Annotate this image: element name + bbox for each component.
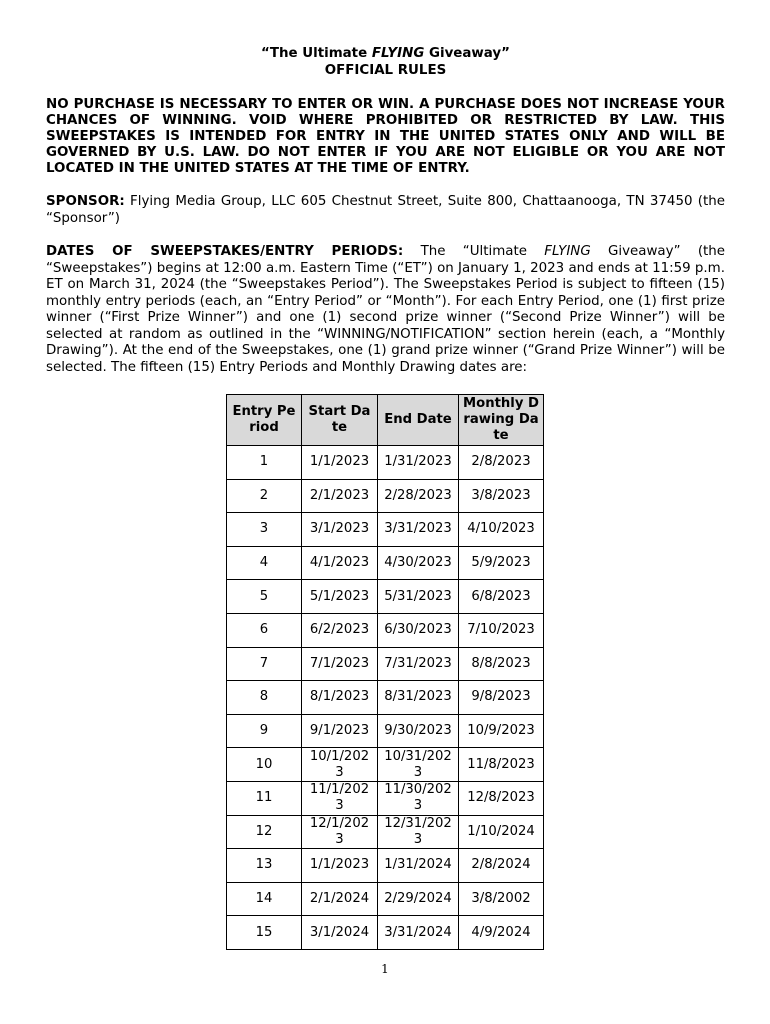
start-date-cell: 7/1/2023 — [302, 647, 378, 681]
start-date-cell: 2/1/2024 — [302, 882, 378, 916]
title-text-post: Giveaway” — [424, 46, 510, 61]
drawing-date-cell: 6/8/2023 — [459, 580, 544, 614]
drawing-date-cell: 3/8/2023 — [459, 479, 544, 513]
entry-periods-table — [226, 394, 544, 950]
header-start-date: Start Date — [302, 395, 378, 446]
entry-period-cell: 12 — [227, 815, 302, 849]
entry-period-cell: 2 — [227, 479, 302, 513]
drawing-date-cell: 4/9/2024 — [459, 916, 544, 950]
dates-paragraph — [46, 244, 725, 376]
entry-period-cell: 14 — [227, 882, 302, 916]
entry-period-cell: 5 — [227, 580, 302, 614]
dates-text-post: Giveaway” (the “Sweepstakes”) begins at 12:00 a.m. Eastern Time (“ET”) on January 1, 2023 and ends at 11:59 p.m. ET on March 31, 2024 (the “Sweepstakes Period”). The Sweepstakes Period is subject to fifteen (15) monthly entry periods (each, an “Entry Period” or “Month”). For each Entry Period, one (1) first prize winner (“First Prize Winner”) and one (1) second prize winner (“Second Prize Winner”) will be selected at random as outlined in the “WINNING/NOTIFICATION” section herein (each, a “Monthly Drawing”). At the end of the Sweepstakes, one (1) grand prize winner (“Grand Prize Winner”) will be selected. The fifteen (15) Entry Periods and Monthly Drawing dates are: — [46, 244, 726, 375]
entry-period-cell: 10 — [227, 748, 302, 782]
document-page — [46, 46, 726, 940]
entry-period-cell: 1 — [227, 446, 302, 480]
document-title — [46, 46, 725, 79]
drawing-date-cell: 3/8/2002 — [459, 882, 544, 916]
end-date-cell: 10/31/2023 — [378, 748, 459, 782]
start-date-cell: 5/1/2023 — [302, 580, 378, 614]
table-row — [227, 446, 544, 480]
end-date-cell: 6/30/2023 — [378, 613, 459, 647]
drawing-date-cell: 11/8/2023 — [459, 748, 544, 782]
dates-text-em: FLYING — [544, 244, 591, 260]
header-end-date: End Date — [378, 395, 459, 446]
table-row — [227, 815, 544, 849]
drawing-date-cell: 1/10/2024 — [459, 815, 544, 849]
start-date-cell: 3/1/2024 — [302, 916, 378, 950]
table-row — [227, 781, 544, 815]
table-row — [227, 580, 544, 614]
end-date-cell: 3/31/2024 — [378, 916, 459, 950]
drawing-date-cell: 12/8/2023 — [459, 781, 544, 815]
table-row — [227, 748, 544, 782]
entry-period-cell: 7 — [227, 647, 302, 681]
entry-period-cell: 9 — [227, 714, 302, 748]
end-date-cell: 1/31/2024 — [378, 849, 459, 883]
end-date-cell: 8/31/2023 — [378, 681, 459, 715]
start-date-cell: 6/2/2023 — [302, 613, 378, 647]
end-date-cell: 2/28/2023 — [378, 479, 459, 513]
title-line-2: OFFICIAL RULES — [324, 62, 447, 78]
entry-period-cell: 6 — [227, 613, 302, 647]
table-row — [227, 714, 544, 748]
sponsor-paragraph — [46, 194, 725, 227]
end-date-cell: 11/30/2023 — [378, 781, 459, 815]
start-date-cell: 2/1/2023 — [302, 479, 378, 513]
start-date-cell: 1/1/2023 — [302, 446, 378, 480]
end-date-cell: 7/31/2023 — [378, 647, 459, 681]
start-date-cell: 9/1/2023 — [302, 714, 378, 748]
table-header-row — [227, 395, 544, 446]
table-row — [227, 647, 544, 681]
start-date-cell: 12/1/2023 — [302, 815, 378, 849]
drawing-date-cell: 5/9/2023 — [459, 546, 544, 580]
sponsor-heading: SPONSOR: — [46, 194, 125, 210]
start-date-cell: 3/1/2023 — [302, 513, 378, 547]
entry-period-cell: 3 — [227, 513, 302, 547]
drawing-date-cell: 4/10/2023 — [459, 513, 544, 547]
dates-heading: DATES OF SWEEPSTAKES/ENTRY PERIODS: — [46, 244, 404, 260]
start-date-cell: 4/1/2023 — [302, 546, 378, 580]
sponsor-text: Flying Media Group, LLC 605 Chestnut Street, Suite 800, Chattaanooga, TN 37450 (the “Sponsor”) — [46, 194, 725, 226]
header-monthly-drawing-date: Monthly Drawing Date — [459, 395, 544, 446]
table-body — [227, 446, 544, 950]
disclaimer-paragraph: NO PURCHASE IS NECESSARY TO ENTER OR WIN. A PURCHASE DOES NOT INCREASE YOUR CHANCES OF WINNING. VOID WHERE PROHIBITED OR RESTRICTED BY LAW. THIS SWEEPSTAKES IS INTENDED FOR ENTRY IN THE UNITED STATES ONLY AND WILL BE GOVERNED BY U.S. LAW. DO NOT ENTER IF YOU ARE NOT ELIGIBLE OR YOU ARE NOT LOCATED IN THE UNITED STATES AT THE TIME OF ENTRY. — [46, 97, 725, 177]
drawing-date-cell: 10/9/2023 — [459, 714, 544, 748]
entry-period-cell: 11 — [227, 781, 302, 815]
title-line-1 — [46, 46, 725, 63]
end-date-cell: 3/31/2023 — [378, 513, 459, 547]
table-row — [227, 882, 544, 916]
table-row — [227, 849, 544, 883]
drawing-date-cell: 2/8/2023 — [459, 446, 544, 480]
entry-period-cell: 4 — [227, 546, 302, 580]
title-text-em: FLYING — [371, 46, 425, 61]
end-date-cell: 12/31/2023 — [378, 815, 459, 849]
header-entry-period: Entry Period — [227, 395, 302, 446]
end-date-cell: 4/30/2023 — [378, 546, 459, 580]
start-date-cell: 1/1/2023 — [302, 849, 378, 883]
entry-period-cell: 8 — [227, 681, 302, 715]
start-date-cell: 11/1/2023 — [302, 781, 378, 815]
end-date-cell: 2/29/2024 — [378, 882, 459, 916]
end-date-cell: 1/31/2023 — [378, 446, 459, 480]
entry-period-cell: 13 — [227, 849, 302, 883]
title-text-pre: “The Ultimate — [261, 46, 372, 61]
dates-text-pre: The “Ultimate — [403, 244, 545, 260]
table-row — [227, 613, 544, 647]
page-number: 1 — [381, 962, 389, 976]
end-date-cell: 9/30/2023 — [378, 714, 459, 748]
drawing-date-cell: 9/8/2023 — [459, 681, 544, 715]
table-row — [227, 513, 544, 547]
end-date-cell: 5/31/2023 — [378, 580, 459, 614]
drawing-date-cell: 2/8/2024 — [459, 849, 544, 883]
table-row — [227, 546, 544, 580]
start-date-cell: 10/1/2023 — [302, 748, 378, 782]
table-row — [227, 479, 544, 513]
drawing-date-cell: 8/8/2023 — [459, 647, 544, 681]
drawing-date-cell: 7/10/2023 — [459, 613, 544, 647]
start-date-cell: 8/1/2023 — [302, 681, 378, 715]
table-row — [227, 681, 544, 715]
table-row — [227, 916, 544, 950]
entry-period-cell: 15 — [227, 916, 302, 950]
